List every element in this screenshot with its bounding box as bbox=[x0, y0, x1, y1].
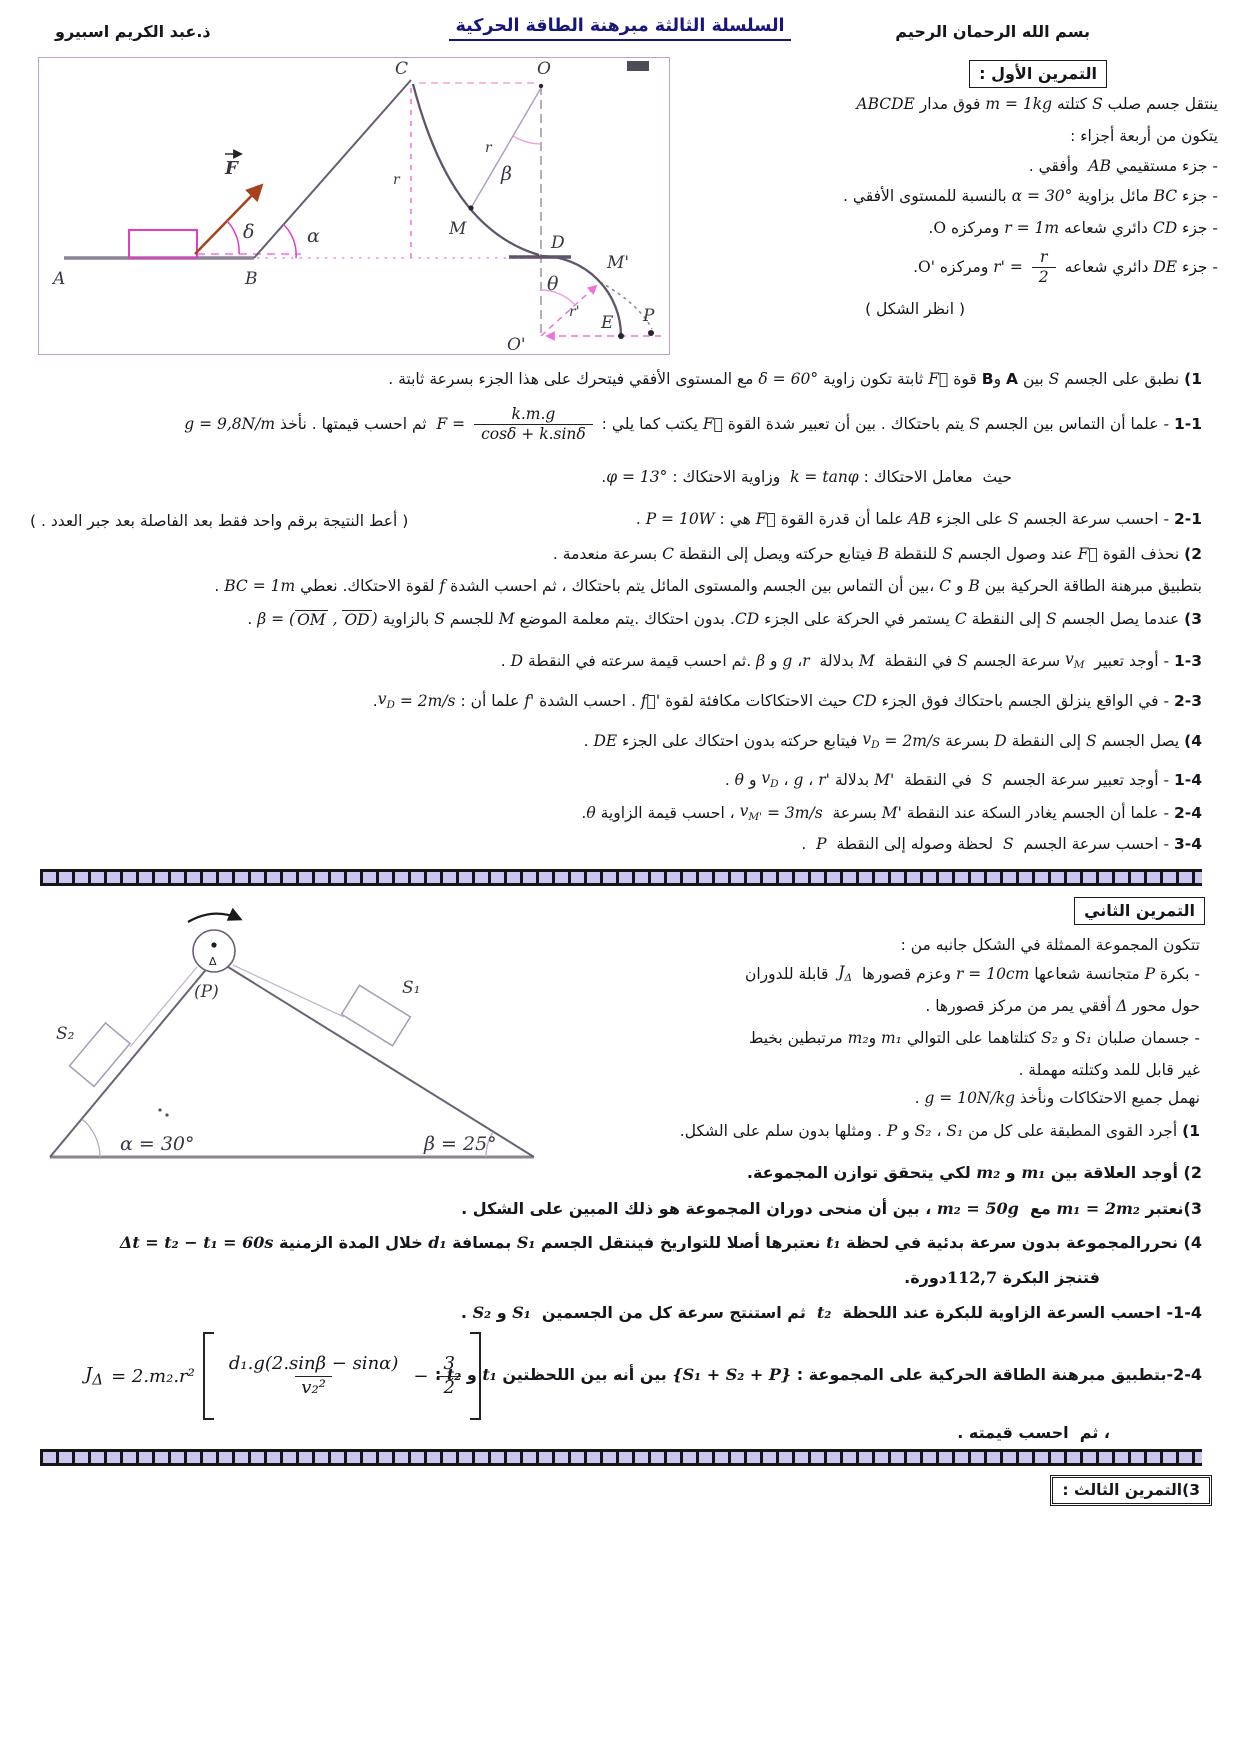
ex1-q11-line: 1-1 - علما أن التماس بين الجسم S يتم باحتكاك . بين أن تعبير شدة القوة F⃗ يكتب كما يلي : F = $\frac{k.m.g}{\cos\delta + k.\sin\delta}$ ثم احسب قيمتها . نأخذ g = 9,8N/m bbox=[184, 404, 1202, 443]
ex2-q1-line: (1 أجرد القوى المطبقة على كل من S₁ ، S₂ و P . ومثلها بدون سلم على الشكل. bbox=[679, 1122, 1200, 1140]
fig2-label-beta: β = 25° bbox=[424, 1133, 497, 1155]
fig1-label-f: F bbox=[225, 158, 238, 179]
fig1-label-r-vertical: r bbox=[393, 172, 400, 188]
fig2-label-s2: S₂ bbox=[56, 1024, 75, 1044]
right-incline bbox=[220, 962, 534, 1157]
ex1-q3-line: (3 عندما يصل الجسم S إلى النقطة C يستمر في الحركة على الجزء CD . بدون احتكاك .يتم معلمة الموضع M للجسم S بالزاوية β = ( OM , OD ) . bbox=[247, 610, 1202, 629]
ex1-q2-line: (2 نحذف القوة F⃗ عند وصول الجسم S للنقطة B فيتابع حركته ويصل إلى النقطة C بسرعة منعدمة . bbox=[552, 545, 1202, 563]
pulley-axis-dot bbox=[211, 942, 216, 947]
fig2-label-alpha: α = 30° bbox=[120, 1133, 195, 1155]
ex2-intro-line2: - بكرة P متجانسة شعاعها r = 10cm وعزم قصورها $J_\Delta$ قابلة للدوران bbox=[744, 963, 1200, 985]
separator-bar-2 bbox=[40, 1449, 1202, 1466]
ex1-q4-line: (4 يصل الجسم S إلى النقطة D بسرعة $v_D$ = 2m/s فيتابع حركته بدون احتكاك على الجزء DE . bbox=[583, 730, 1202, 752]
ex2-q4-line2: فتنجز البكرة 112,7 دورة. bbox=[904, 1268, 1100, 1287]
ex2-compute-value-line: ، ثم احسب قيمته . bbox=[957, 1423, 1110, 1442]
ex2-intro-line6: نهمل جميع الاحتكاكات ونأخذ g = 10N/kg . bbox=[914, 1089, 1200, 1107]
block-on-ab bbox=[129, 230, 197, 258]
ex1-see-figure: ( انظر الشكل ) bbox=[865, 300, 965, 318]
ex1-q43-line: 3-4 - احسب سرعة الجسم S لحظة وصوله إلى النقطة P . bbox=[801, 835, 1202, 853]
dots-mark2 bbox=[165, 1113, 168, 1116]
ex1-intro-line1: ينتقل جسم صلب S كتلته m = 1kg فوق مدار ABCDE bbox=[856, 95, 1218, 113]
rotation-direction-arrow bbox=[188, 914, 240, 922]
alpha-arc bbox=[82, 1119, 100, 1157]
block-s1 bbox=[342, 985, 411, 1046]
ex2-q42-line: 2-4 -بتطبيق مبرهنة الطاقة الحركية على المجموعة : {S₁ + S₂ + P} بين أنه بين اللحظتين t₁ و t₂ : bbox=[434, 1365, 1202, 1384]
ex1-intro-line3: - جزء مستقيمي AB وأفقي . bbox=[1028, 157, 1218, 175]
ex2-title-box bbox=[1074, 897, 1205, 925]
ex1-intro-line5: - جزء CD دائري شعاعه r = 1m ومركزه O . bbox=[928, 219, 1218, 237]
page-title: السلسلة الثالثة مبرهنة الطاقة الحركية bbox=[449, 16, 790, 41]
figure-track-abcde bbox=[38, 57, 670, 355]
ex2-q42-formula bbox=[85, 1332, 481, 1420]
bismillah-text: بسم الله الرحمان الرحيم bbox=[895, 22, 1090, 41]
fig1-label-delta: δ bbox=[243, 221, 255, 243]
ex2-intro-line3: حول محور Δ أفقي يمر من مركز قصورها . bbox=[925, 997, 1200, 1015]
fig1-label-alpha: α bbox=[307, 225, 320, 247]
ex2-intro-line4: - جسمان صلبان S₁ و S₂ كتلتاهما على التوالي m₁ و m₂ مرتبطين بخيط bbox=[749, 1029, 1200, 1047]
left-bracket bbox=[203, 1332, 214, 1420]
track-bc bbox=[254, 80, 411, 258]
fig1-label-m: M bbox=[449, 219, 467, 239]
fig1-label-beta: β bbox=[501, 163, 512, 185]
ex1-q12-note: ( أعط النتيجة برقم واحد فقط بعد الفاصلة بعد جبر العدد . ) bbox=[30, 512, 409, 530]
fig1-label-b: B bbox=[245, 269, 258, 289]
ex1-q42-line: 2-4 - علما أن الجسم يغادر السكة عند النقطة M' بسرعة $v_{M'}$ = 3m/s ، احسب قيمة الزاوية θ . bbox=[581, 802, 1202, 824]
ex1-q32-line: 2-3 - في الواقع ينزلق الجسم باحتكاك فوق الجزء CD حيث الاحتكاكات مكافئة لقوة f⃗' . احسب الشدة f' علما أن : $v_D$ = 2m/s . bbox=[372, 690, 1202, 712]
ex1-title: التمرين الأول : bbox=[979, 64, 1097, 83]
point-m-dot bbox=[468, 205, 473, 210]
fig2-label-s1: S₁ bbox=[402, 978, 421, 998]
ex1-intro-line6: - جزء DE دائري شعاعه r' = $\frac{r}{2}$ ومركزه O' . bbox=[913, 248, 1218, 286]
force-f-arrow bbox=[195, 186, 261, 254]
ex1-friction-line: حيث معامل الاحتكاك : k = tanφ وزاوية الاحتكاك : φ = 13° . bbox=[601, 468, 1012, 486]
delta-angle-arc bbox=[227, 221, 239, 254]
ex1-q31-line: 1-3 - أوجد تعبير $v_M$ سرعة الجسم S في النقطة M بدلالة r ، g و β .ثم احسب قيمة سرعته في النقطة D . bbox=[500, 650, 1202, 672]
fig1-label-theta: θ bbox=[547, 273, 559, 295]
ex1-q1-line: (1 نطبق على الجسم S بين A و B قوة F⃗ ثابتة تكون زاوية δ = 60° مع المستوى الأفقي فيتحرك على هذا الجزء بسرعة ثابتة . bbox=[388, 370, 1202, 388]
point-o-dot bbox=[539, 84, 543, 88]
fig1-label-oprime: O' bbox=[507, 335, 526, 354]
track-cd-arc bbox=[413, 84, 539, 255]
ex1-title-box bbox=[969, 60, 1107, 88]
jdelta-term: $J_\Delta$ bbox=[85, 1363, 104, 1389]
beta-angle-arc bbox=[513, 136, 541, 144]
formula-fraction-2: $\frac{3}{2}$ bbox=[436, 1353, 461, 1399]
fig1-label-rprime: r' bbox=[569, 304, 580, 320]
right-string bbox=[233, 965, 344, 1017]
fig1-label-o: O bbox=[537, 59, 551, 79]
fig1-label-mprime: M' bbox=[607, 253, 630, 273]
block-s2 bbox=[69, 1023, 130, 1086]
pulley-axis-label: Δ bbox=[209, 955, 217, 968]
ex2-q3-line: (3 نعتبر m₁ = 2m₂ مع m₂ = 50g ، بين أن منحى دوران المجموعة هو ذلك المبين على الشكل . bbox=[461, 1199, 1202, 1218]
fig2-label-pulley: (P) bbox=[194, 982, 219, 1002]
separator-bar-1 bbox=[40, 869, 1202, 886]
alpha-angle-arc bbox=[283, 224, 296, 258]
ex1-q2b-line: بتطبيق مبرهنة الطاقة الحركية بين B و C ،بين أن التماس بين الجسم والمستوى المائل يتم باحتكاك ، ثم احسب الشدة f لقوة الاحتكاك. نعطي BC = 1m . bbox=[214, 577, 1202, 595]
ex1-q41-line: 1-4 - أوجد تعبير سرعة الجسم S في النقطة M' بدلالة r' ، g ، $v_D$ و θ . bbox=[724, 769, 1202, 791]
point-p-dot bbox=[648, 330, 654, 336]
teacher-name: ذ.عبد الكريم اسبيرو bbox=[55, 22, 211, 41]
ex2-q41-line: 1-4 - احسب السرعة الزاوية للبكرة عند اللحظة t₂ ثم استنتج سرعة كل من الجسمين S₁ و S₂ . bbox=[460, 1303, 1202, 1322]
left-string bbox=[130, 967, 197, 1047]
formula-fraction-1: $\frac{\text{d₁.g(2.sinβ − sinα)}}{\text{v₂²}}$ bbox=[228, 1353, 399, 1398]
formula-coefficient: = 2.m₂.r² bbox=[111, 1365, 195, 1387]
ex2-q2-line: (2 أوجد العلاقة بين m₁ و m₂ لكي يتحقق توازن المجموعة. bbox=[746, 1163, 1202, 1182]
ex1-q12-line: 2-1 - احسب سرعة الجسم S على الجزء AB علما أن قدرة القوة F⃗ هي : P = 10W . bbox=[635, 510, 1202, 528]
fig1-label-c: C bbox=[395, 59, 409, 79]
fig1-label-d: D bbox=[551, 233, 565, 253]
ex1-intro-line4: - جزء BC مائل بزاوية α = 30° بالنسبة للمستوى الأفقي . bbox=[842, 187, 1218, 205]
left-incline bbox=[50, 960, 214, 1157]
fig1-label-r-radius: r bbox=[485, 140, 492, 156]
fig1-label-p: P bbox=[643, 306, 655, 326]
figure-pulley-inclines bbox=[42, 905, 542, 1180]
ex3-title-box bbox=[1050, 1475, 1212, 1506]
fig1-label-e: E bbox=[601, 313, 614, 333]
fig1-svg bbox=[39, 58, 669, 354]
ex2-q4-line: (4 نحررالمجموعة بدون سرعة بدئية في لحظة t₁ نعتبرها أصلا للتواريخ فينتقل الجسم S₁ بمسافة d₁ خلال المدة الزمنية Δt = t₂ − t₁ = 60s bbox=[119, 1233, 1202, 1252]
right-bracket bbox=[470, 1332, 481, 1420]
minus-sign: − bbox=[413, 1365, 429, 1387]
ex3-title: (3 التمرين الثالث : bbox=[1062, 1481, 1200, 1499]
ex2-title: التمرين الثاني bbox=[1084, 901, 1195, 920]
dots-mark bbox=[158, 1108, 161, 1111]
fig1-label-a: A bbox=[53, 269, 66, 289]
ex2-intro-line1: تتكون المجموعة الممثلة في الشكل جانبه من : bbox=[900, 936, 1200, 954]
ex2-intro-line5: غير قابل للمد وكتلته مهملة . bbox=[1018, 1061, 1200, 1079]
scan-artifact bbox=[627, 61, 649, 71]
ex1-intro-line2: يتكون من أربعة أجزاء : bbox=[1070, 127, 1218, 145]
point-e-dot bbox=[618, 333, 624, 339]
radius-om-line bbox=[471, 88, 541, 208]
